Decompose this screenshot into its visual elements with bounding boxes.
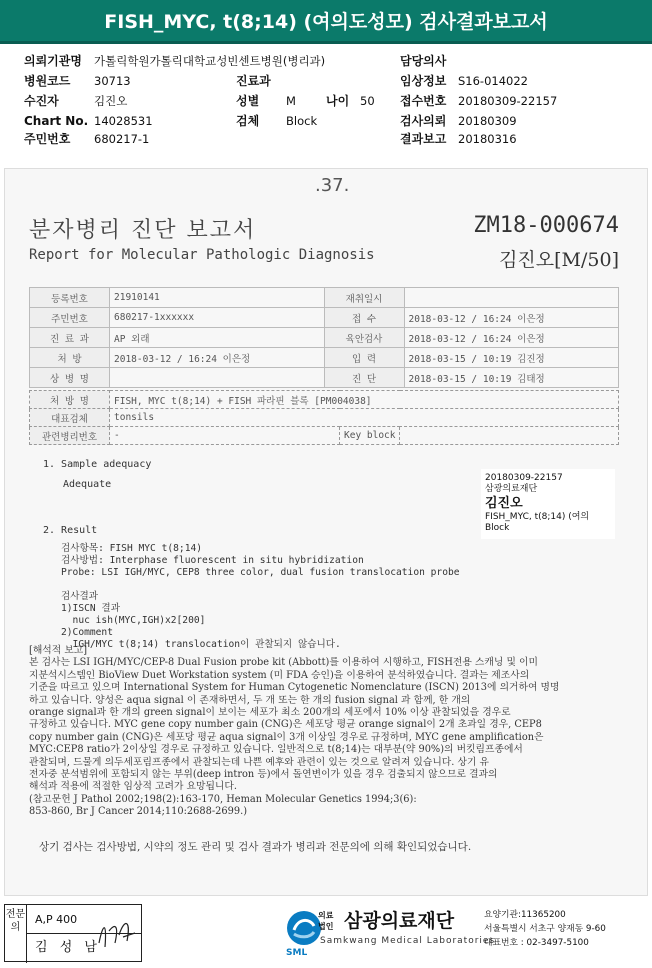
result-lines <box>61 543 460 651</box>
order-label: 처 방 명 <box>30 391 110 409</box>
org-name: 삼광의료재단 <box>344 910 455 932</box>
order-row <box>30 409 619 427</box>
sticker-org: 삼광의료재단 <box>485 484 538 494</box>
interpretation-line: (참고문헌 J Pathol 2002;198(2):163-170, Heman Molecular Genetics 1994;3(6): <box>29 793 417 805</box>
registration-label: 처 방 <box>30 348 110 368</box>
sex-label: 성별 <box>236 94 260 108</box>
registration-row <box>30 288 619 308</box>
interpretation-line: orange signal과 한 개의 green signal이 보이는 세포가 최소 200개의 세포에서 10% 이상 관찰되었을 경우로 <box>29 707 511 719</box>
scanned-report-image <box>4 168 648 896</box>
interpretation-line: copy number gain (CNG)은 세포당 평균 aqua signal이 3개 이상일 경우로 규정하며, MYC gene amplification은 <box>29 731 544 743</box>
registration-label: 진 단 <box>324 368 404 388</box>
signature-icon <box>93 913 139 957</box>
org-type: 의료 법인 <box>318 911 334 931</box>
department-label: 진료과 <box>236 74 271 88</box>
interpretation-line: 853-860, Br J Cancer 2014;110:2688-2699.) <box>29 806 248 818</box>
registration-table <box>29 287 619 388</box>
pathologist-stamp <box>4 904 142 962</box>
clinical-info-value: S16-014022 <box>458 74 528 88</box>
scan-title-english: Report for Molecular Pathologic Diagnosis <box>29 247 375 263</box>
specimen-value: Block <box>286 114 318 128</box>
order-key-value <box>400 427 619 445</box>
section-result: 2. Result <box>43 525 98 536</box>
sticker-specimen: Block <box>485 523 510 533</box>
ssn-value: 680217-1 <box>94 132 150 146</box>
interpretation-line: 하고 있습니다. 양성은 aqua signal 이 존재하면서, 두 개 또는 한 개의 fusion signal 과 함께, 한 개의 <box>29 694 471 706</box>
interpretation-title: [해석적 보고] <box>29 645 88 656</box>
registration-row <box>30 308 619 328</box>
specimen-label: 검체 <box>236 114 260 128</box>
org-contact: 요양기관:11365200 서울특별시 서초구 양재동 9-60 대표번호 : 02-3497-5100 <box>484 910 606 948</box>
specimen-sticker <box>481 469 615 539</box>
registration-value: 2018-03-12 / 16:24 이은정 <box>404 328 619 348</box>
order-value: FISH, MYC t(8;14) + FISH 파라핀 블록 [PM004038] <box>110 391 619 409</box>
interpretation-block <box>29 645 629 819</box>
institution-value: 가톨릭학원가톨릭대학교성빈센트병원(병리과) <box>94 54 326 68</box>
interpretation-line: 기준을 따르고 있으며 International System for Human Cytogenetic Nomenclature (ISCN) 2013에 의거하여 명명 <box>29 682 560 694</box>
registration-value: 2018-03-15 / 10:19 김태정 <box>404 368 619 388</box>
registration-value: 2018-03-15 / 10:19 김진정 <box>404 348 619 368</box>
registration-value <box>404 288 619 308</box>
hospital-code-label: 병원코드 <box>24 74 71 88</box>
doctor-name: 김 성 남 <box>35 940 101 955</box>
registration-value: 2018-03-12 / 16:24 이은정 <box>404 308 619 328</box>
result-line <box>61 579 460 591</box>
result-line: nuc ish(MYC,IGH)x2[200] <box>61 615 206 626</box>
ap-number: A,P 400 <box>27 905 141 934</box>
registration-value: 680217-1xxxxxx <box>110 308 325 328</box>
registration-label: 주민번호 <box>30 308 110 328</box>
registration-label: 재취일시 <box>324 288 404 308</box>
section-sample-adequacy: 1. Sample adequacy <box>43 459 152 470</box>
age-label: 나이 <box>326 94 350 108</box>
registration-row <box>30 368 619 388</box>
registration-label: 등록번호 <box>30 288 110 308</box>
sample-adequacy-value: Adequate <box>63 479 112 490</box>
report-header-info <box>0 50 652 150</box>
result-line: 1)ISCN 결과 <box>61 603 120 614</box>
order-table <box>29 390 619 445</box>
result-line: 검사방법: Interphase fluorescent in situ hybridization <box>61 555 364 566</box>
registration-value <box>110 368 325 388</box>
scan-title-korean: 분자병리 진단 보고서 <box>29 218 257 243</box>
sticker-receipt: 20180309-22157 <box>485 473 563 483</box>
registration-label: 육안검사 <box>324 328 404 348</box>
registration-label: 상 병 명 <box>30 368 110 388</box>
scan-patient-tag: 김진오[M/50] <box>499 249 619 271</box>
result-line: 검사결과 <box>61 591 99 602</box>
sex-value: M <box>286 94 296 108</box>
scan-report-id: ZM18-000674 <box>473 213 619 238</box>
request-date-label: 검사의뢰 <box>400 114 447 128</box>
specialist-label: 전문의 <box>5 905 27 963</box>
interpretation-line: 전자중 분석범위에 포함되지 않는 부위(deep intron 등)에서 돌연변이가 있을 경우 검출되지 않으므로 결과의 <box>29 769 498 781</box>
report-footer <box>0 904 652 968</box>
order-value: tonsils <box>110 409 619 427</box>
ssn-label: 주민번호 <box>24 132 71 146</box>
registration-row <box>30 328 619 348</box>
request-date-value: 20180309 <box>458 114 517 128</box>
registration-label: 진 료 과 <box>30 328 110 348</box>
order-key-label: Key block <box>340 427 400 445</box>
registration-label: 입 력 <box>324 348 404 368</box>
interpretation-line: MYC:CEP8 ratio가 2이상일 경우로 규정하고 있습니다. 일반적으로 t(8;14)는 대부분(약 90%)의 버킷림프종에서 <box>29 744 523 756</box>
registration-value: AP 외래 <box>110 328 325 348</box>
order-label: 대표검체 <box>30 409 110 427</box>
interpretation-line: 지분석시스템인 BioView Duet Workstation system (미 FDA 승인)을 이용하여 분석하였습니다. 결과는 제조사의 <box>29 669 530 681</box>
age-value: 50 <box>360 94 375 108</box>
order-row <box>30 391 619 409</box>
registration-value: 21910141 <box>110 288 325 308</box>
chart-no-value: 14028531 <box>94 114 153 128</box>
institution-label: 의뢰기관명 <box>24 54 82 68</box>
result-line: Probe: LSI IGH/MYC, CEP8 three color, dual fusion translocation probe <box>61 567 460 578</box>
interpretation-line: 해석과 적용에 적절한 임상적 고려가 요망됩니다. <box>29 781 237 793</box>
chart-no-label: Chart No. <box>24 114 89 128</box>
doctor-label: 담당의사 <box>400 54 447 68</box>
handwritten-mark: .37. <box>315 175 350 196</box>
order-value: - <box>110 427 340 445</box>
registration-label: 접 수 <box>324 308 404 328</box>
receipt-no-label: 접수번호 <box>400 94 447 108</box>
result-line: IGH/MYC t(8;14) translocation이 관찰되지 않습니다. <box>61 639 341 650</box>
clinical-info-label: 임상정보 <box>400 74 447 88</box>
result-line: 검사항목: FISH MYC t(8;14) <box>61 543 203 554</box>
interpretation-line: 규정하고 있습니다. MYC gene copy number gain (CNG)은 세포당 평균 orange signal이 2개 초과일 경우, CEP8 <box>29 719 542 731</box>
sticker-test: FISH_MYC, t(8;14) (여의 <box>485 512 590 522</box>
hospital-code-value: 30713 <box>94 74 131 88</box>
org-name-english: Samkwang Medical Laboratories <box>320 936 496 946</box>
patient-value: 김진오 <box>94 94 128 108</box>
interpretation-line: 관찰되며, 드물게 의두세포림프종에서 관찰되는데 나쁜 예후와 관련이 있는 것으로 알려져 있습니다. 상기 유 <box>29 756 490 768</box>
order-row <box>30 427 619 445</box>
registration-value: 2018-03-12 / 16:24 이은정 <box>110 348 325 368</box>
logo-text: SML <box>286 948 308 958</box>
result-line: 2)Comment <box>61 627 113 638</box>
sticker-name: 김진오 <box>485 496 523 511</box>
registration-row <box>30 348 619 368</box>
order-label: 관련병리번호 <box>30 427 110 445</box>
interpretation-line: 본 검사는 LSI IGH/MYC/CEP-8 Dual Fusion probe kit (Abbott)를 이용하여 시행하고, FISH전용 스캐닝 및 이미 <box>29 657 538 669</box>
report-date-value: 20180316 <box>458 132 517 146</box>
receipt-no-value: 20180309-22157 <box>458 94 558 108</box>
patient-label: 수진자 <box>24 94 59 108</box>
report-title-banner: FISH_MYC, t(8;14) (여의도성모) 검사결과보고서 <box>0 0 652 44</box>
report-date-label: 결과보고 <box>400 132 447 146</box>
confirmation-note: 상기 검사는 검사방법, 시약의 정도 관리 및 검사 결과가 병리과 전문의에 의해 확인되었습니다. <box>39 841 472 853</box>
